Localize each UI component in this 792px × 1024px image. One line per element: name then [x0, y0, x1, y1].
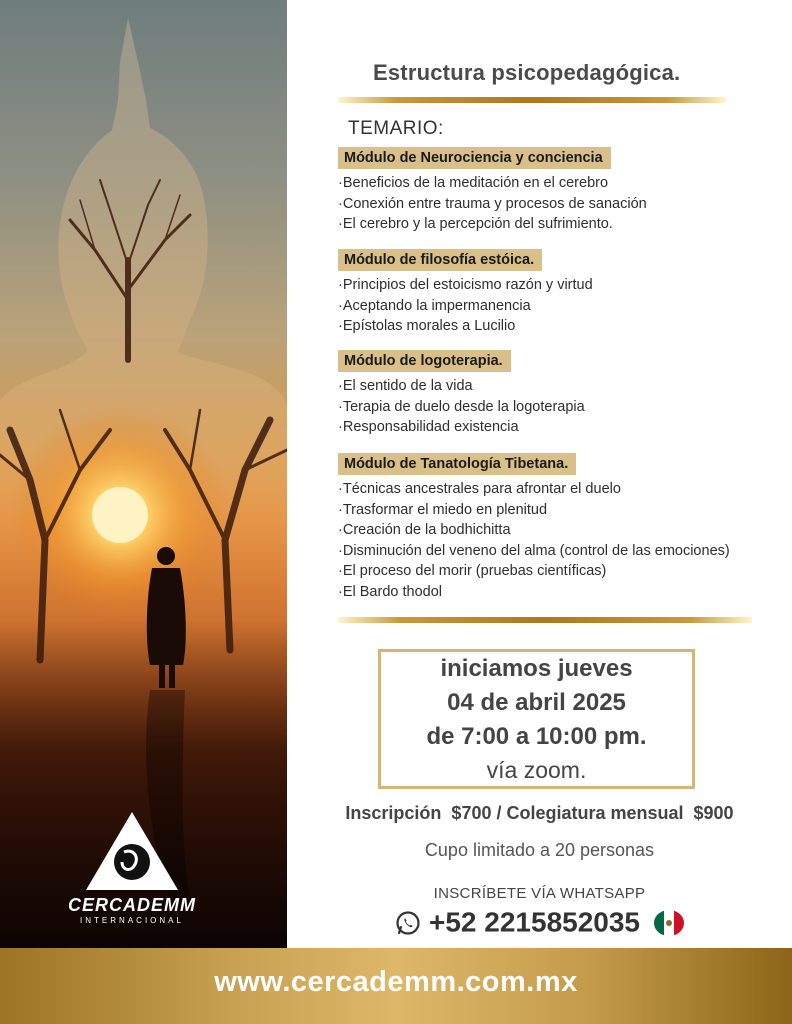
schedule-time: de 7:00 a 10:00 pm.: [426, 723, 647, 750]
list-item: · El proceso del morir (pruebas científicas): [338, 561, 730, 582]
page-title: Estructura psicopedagógica.: [373, 60, 681, 85]
phone-contact[interactable]: [287, 905, 792, 939]
module-items: [338, 376, 585, 438]
schedule-date: 04 de abril 2025: [447, 689, 626, 716]
module-heading: Módulo de Tanatología Tibetana.: [338, 453, 576, 475]
footer-bar: [0, 948, 792, 1024]
schedule-start-day: iniciamos jueves: [440, 655, 633, 682]
content-panel: [287, 0, 792, 948]
module-logoterapia: [338, 350, 585, 438]
module-items: [338, 479, 730, 602]
logo-name: CERCADEMM: [68, 895, 196, 915]
whatsapp-icon: [395, 910, 421, 936]
list-item: · Creación de la bodhichitta: [338, 520, 730, 541]
list-item: · Principios del estoicismo razón y virtud: [338, 275, 593, 296]
list-item: · El cerebro y la percepción del sufrimiento.: [338, 214, 647, 235]
sun: [92, 487, 148, 543]
logo-subtitle: INTERNACIONAL: [80, 916, 184, 925]
whatsapp-label: INSCRÍBETE VÍA WHATSAPP: [433, 885, 646, 902]
module-filosofia: [338, 249, 593, 337]
modules-divider: [338, 617, 752, 623]
module-items: [338, 275, 593, 337]
website-link[interactable]: www.cercademm.com.mx: [214, 966, 578, 998]
list-item: · Beneficios de la meditación en el cerebro: [338, 173, 647, 194]
list-item: · El sentido de la vida: [338, 376, 585, 397]
logo-triangle-icon: [82, 808, 182, 894]
schedule-box: [378, 649, 695, 789]
mexico-flag-icon: [654, 910, 684, 936]
list-item: · El Bardo thodol: [338, 582, 730, 603]
hero-image: [0, 0, 287, 948]
pricing-text: Inscripción $700 / Colegiatura mensual $900: [345, 803, 734, 823]
list-item: · Aceptando la impermanencia: [338, 296, 593, 317]
module-heading: Módulo de logoterapia.: [338, 350, 511, 372]
list-item: · Disminución del veneno del alma (control de las emociones): [338, 541, 730, 562]
module-heading: Módulo de filosofía estóica.: [338, 249, 542, 271]
title-divider: [338, 97, 726, 103]
module-items: [338, 173, 647, 235]
cercademm-logo: [62, 808, 202, 925]
module-heading: Módulo de Neurociencia y conciencia: [338, 147, 611, 169]
list-item: · Epístolas morales a Lucilio: [338, 316, 593, 337]
schedule-platform: vía zoom.: [486, 757, 587, 783]
capacity-note: Cupo limitado a 20 personas: [424, 840, 655, 860]
buddha-silhouette-illustration: [0, 0, 287, 948]
phone-number: +52 2215852035: [429, 906, 640, 938]
module-neurociencia: [338, 147, 647, 235]
temario-label: TEMARIO:: [348, 118, 444, 139]
module-tanatologia: [338, 453, 730, 602]
list-item: · Terapia de duelo desde la logoterapia: [338, 397, 585, 418]
list-item: · Responsabilidad existencia: [338, 417, 585, 438]
list-item: · Conexión entre trauma y procesos de sanación: [338, 194, 647, 215]
list-item: · Técnicas ancestrales para afrontar el duelo: [338, 479, 730, 500]
list-item: · Trasformar el miedo en plenitud: [338, 500, 730, 521]
